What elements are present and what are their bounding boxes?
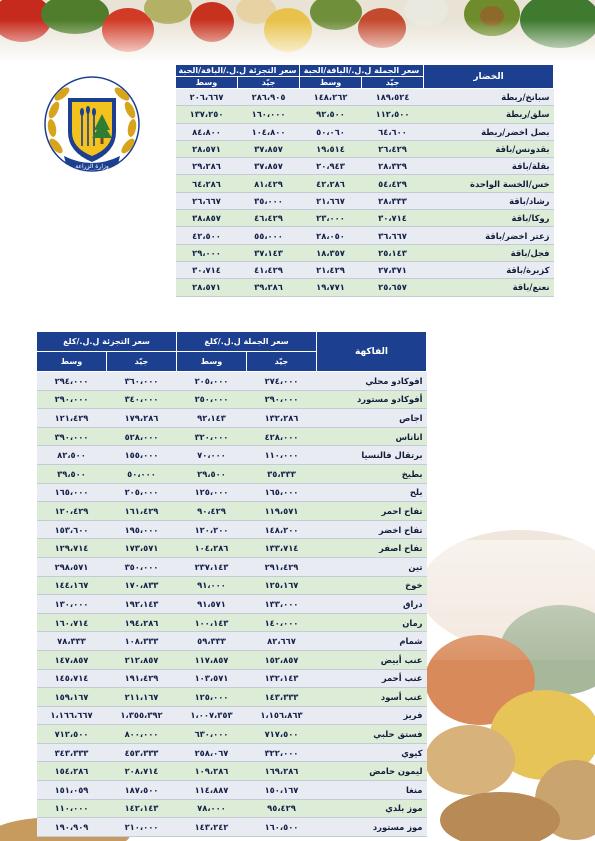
fruit-wholesale-medium-cell: ١١٤،٨٨٧: [177, 781, 247, 800]
fruit-item-name-cell: موز مستورد: [317, 818, 427, 837]
fruit-wholesale-medium-cell: ٥٩،٣٣٣: [177, 632, 247, 651]
veg-item-name-cell: زعتر اخضر/باقة: [424, 227, 554, 244]
fruit-wholesale-medium-cell: ٧٠،٠٠٠: [177, 446, 247, 465]
fruit-item-name-cell: عنب أحمر: [317, 669, 427, 688]
fruit-retail-good-cell: ٢١٢،٨٥٧: [107, 650, 177, 669]
fruit-retail-medium-cell: ١٤٧،٨٥٧: [37, 650, 107, 669]
fruit-table-row: [37, 372, 427, 391]
veg-retail-medium-cell: ٢٠٦،٦٦٧: [176, 89, 238, 106]
fruit-wholesale-good-cell: ١٣٣،٠٠٠: [247, 595, 317, 614]
fruit-wholesale-medium-cell: ١٤٣،٢٤٢: [177, 818, 247, 837]
fruit-retail-good-cell: ٢١٠،٠٠٠: [107, 818, 177, 837]
fruit-table-row: [37, 409, 427, 428]
veg-item-name-cell: نعنع/باقة: [424, 279, 554, 296]
fruit-table-row: [37, 483, 427, 502]
veg-table-row: [176, 261, 554, 278]
fruit-wholesale-medium-cell: ٩٢،١٤٣: [177, 409, 247, 428]
fruit-item-name-cell: تفاح احمر: [317, 502, 427, 521]
fruit-item-name-cell: فستق حلبي: [317, 725, 427, 744]
fruit-wholesale-good-cell: ١٤٠،٠٠٠: [247, 613, 317, 632]
fruit-wholesale-medium-cell: ٩١،٠٠٠: [177, 576, 247, 595]
fruit-table-row: [37, 427, 427, 446]
veg-retail-medium-cell: ٢٨،٥٧١: [176, 140, 238, 157]
fruit-retail-medium-header: وسط: [37, 352, 107, 372]
fruit-item-name-cell: شمام: [317, 632, 427, 651]
veg-wholesale-medium-cell: ١٨،٣٥٧: [300, 244, 362, 261]
fruit-wholesale-good-cell: ٧١٧،٥٠٠: [247, 725, 317, 744]
fruit-retail-good-cell: ٣٤٠،٠٠٠: [107, 390, 177, 409]
veg-table-row: [176, 227, 554, 244]
veg-retail-medium-cell: ٢٨،٥٧١: [176, 279, 238, 296]
fruit-wholesale-medium-cell: ١٠٤،٢٨٦: [177, 539, 247, 558]
fruit-table-row: [37, 743, 427, 762]
fruit-retail-good-cell: ١٩٢،١٤٣: [107, 595, 177, 614]
fruit-item-name-cell: عنب أبيض: [317, 650, 427, 669]
fruit-wholesale-good-cell: ١٤٣،٣٣٣: [247, 688, 317, 707]
fruit-item-name-cell: عنب أسود: [317, 688, 427, 707]
veg-item-name-cell: سبانخ/ربطة: [424, 89, 554, 106]
fruit-retail-medium-cell: ٧٨،٣٣٣: [37, 632, 107, 651]
fruit-wholesale-medium-cell: ١،٠٠٧،٣٥٣: [177, 706, 247, 725]
veg-item-name-cell: بصل اخضر/ربطة: [424, 123, 554, 140]
fruit-item-name-cell: دراق: [317, 595, 427, 614]
veg-table-row: [176, 123, 554, 140]
fruit-wholesale-medium-cell: ١٠٣،٥٧١: [177, 669, 247, 688]
fruit-wholesale-good-cell: ٢٩٠،٠٠٠: [247, 390, 317, 409]
veg-wholesale-good-cell: ١٨٩،٥٢٤: [362, 89, 424, 106]
fruit-retail-medium-cell: ١٤٥،٧١٤: [37, 669, 107, 688]
veg-wholesale-medium-cell: ٢٨،٠٥٠: [300, 227, 362, 244]
fruit-wholesale-good-cell: ١٦٥،٠٠٠: [247, 483, 317, 502]
fruit-wholesale-medium-cell: ٦٣٠،٠٠٠: [177, 725, 247, 744]
fruit-wholesale-medium-cell: ١٢٥،٠٠٠: [177, 483, 247, 502]
fruit-wholesale-medium-cell: ١٢٠،٢٠٠: [177, 520, 247, 539]
fruit-wholesale-medium-cell: ١٠٩،٢٨٦: [177, 762, 247, 781]
veg-item-name-cell: سلق/ربطة: [424, 106, 554, 123]
fruit-wholesale-good-cell: ١٤٨،٢٠٠: [247, 520, 317, 539]
fruit-item-name-cell: برتقال فالنسيا: [317, 446, 427, 465]
fruit-retail-medium-cell: ١٥٩،١٦٧: [37, 688, 107, 707]
fruit-item-name-cell: تفاح اخضر: [317, 520, 427, 539]
fruit-retail-good-cell: ٥٠،٠٠٠: [107, 464, 177, 483]
veg-retail-good-cell: ١٠٤،٨٠٠: [238, 123, 300, 140]
veg-retail-good-cell: ٣٧،٨٥٧: [238, 140, 300, 157]
fruit-wholesale-medium-cell: ١١٧،٨٥٧: [177, 650, 247, 669]
veg-retail-good-cell: ٢٨٦،٩٠٥: [238, 89, 300, 106]
veg-wholesale-good-cell: ٢٧،٣٧١: [362, 261, 424, 278]
fruit-retail-header: سعر التجزئة ل.ل./كلغ: [37, 332, 177, 352]
veg-wholesale-good-cell: ٢٨،٣٣٣: [362, 192, 424, 209]
veg-item-name-cell: رشاد/باقة: [424, 192, 554, 209]
fruit-retail-good-cell: ٢٠٨،٧١٤: [107, 762, 177, 781]
fruit-retail-medium-cell: ٣٤٣،٣٣٣: [37, 743, 107, 762]
fruits-price-table: [36, 331, 427, 837]
fruit-table-row: [37, 650, 427, 669]
veg-wholesale-good-cell: ٢٦،٤٢٩: [362, 140, 424, 157]
fruit-retail-medium-cell: ٣٩،٥٠٠: [37, 464, 107, 483]
veg-retail-medium-cell: ٣٨،٨٥٧: [176, 210, 238, 227]
fruit-retail-good-cell: ١٧٠،٨٣٣: [107, 576, 177, 595]
veg-wholesale-medium-cell: ٢٣،٠٠٠: [300, 210, 362, 227]
veg-table-row: [176, 175, 554, 192]
fruit-table-row: [37, 688, 427, 707]
fruit-retail-good-cell: ٣٥٠،٠٠٠: [107, 557, 177, 576]
fruit-retail-medium-cell: ١٢٠،٤٢٩: [37, 502, 107, 521]
fruit-item-name-cell: ليمون حامض: [317, 762, 427, 781]
fruit-retail-good-cell: ٣٦٠،٠٠٠: [107, 372, 177, 391]
veg-wholesale-medium-cell: ٢٠،٩٤٣: [300, 158, 362, 175]
veg-wholesale-good-cell: ٢٨،٣٢٩: [362, 158, 424, 175]
veg-item-name-cell: بقدونس/باقة: [424, 140, 554, 157]
fruit-table-row: [37, 632, 427, 651]
fruit-table-row: [37, 520, 427, 539]
fruit-wholesale-medium-cell: ٢٩،٥٠٠: [177, 464, 247, 483]
fruit-item-name-cell: فريز: [317, 706, 427, 725]
fruit-retail-medium-cell: ٨٢،٥٠٠: [37, 446, 107, 465]
veg-retail-medium-cell: ١٣٧،٢٥٠: [176, 106, 238, 123]
veg-wholesale-medium-cell: ٤٢،٢٨٦: [300, 175, 362, 192]
fruit-wholesale-medium-cell: ٣٢٠،٠٠٠: [177, 427, 247, 446]
veg-table-row: [176, 140, 554, 157]
fruit-wholesale-medium-header: وسط: [177, 352, 247, 372]
fruit-wholesale-good-cell: ١٥٢،٨٥٧: [247, 650, 317, 669]
fruit-table-row: [37, 799, 427, 818]
fruit-retail-medium-cell: ٣٩٠،٠٠٠: [37, 427, 107, 446]
fruit-table-row: [37, 557, 427, 576]
veg-wholesale-medium-cell: ١٩،٧٧١: [300, 279, 362, 296]
fruit-table-row: [37, 725, 427, 744]
fruit-item-header: الفاكهة: [317, 332, 427, 372]
fruit-item-name-cell: اجاص: [317, 409, 427, 428]
veg-table-row: [176, 279, 554, 296]
fruit-retail-good-cell: ١٥٥،٠٠٠: [107, 446, 177, 465]
veg-wholesale-medium-cell: ٩٢،٥٠٠: [300, 106, 362, 123]
fruit-table-row: [37, 576, 427, 595]
fruit-table-row: [37, 595, 427, 614]
fruit-wholesale-good-cell: ٨٢،٦٦٧: [247, 632, 317, 651]
fruit-retail-good-cell: ١٩٥،٠٠٠: [107, 520, 177, 539]
fruit-retail-medium-cell: ٧١٢،٥٠٠: [37, 725, 107, 744]
fruit-retail-good-cell: ١٩٤،٢٨٦: [107, 613, 177, 632]
veg-wholesale-good-cell: ١١٢،٥٠٠: [362, 106, 424, 123]
fruit-wholesale-good-cell: ١١٩،٥٧١: [247, 502, 317, 521]
fruit-retail-good-cell: ٢١١،١٦٧: [107, 688, 177, 707]
fruit-retail-medium-cell: ٢٩٠،٠٠٠: [37, 390, 107, 409]
veg-item-name-cell: فجل/باقة: [424, 244, 554, 261]
fruit-wholesale-good-cell: ٢٩١،٤٢٩: [247, 557, 317, 576]
fruit-retail-medium-cell: ١٦٠،٧١٤: [37, 613, 107, 632]
fruit-item-name-cell: كيوي: [317, 743, 427, 762]
veg-item-name-cell: بقلة/باقة: [424, 158, 554, 175]
fruit-wholesale-good-cell: ١١٠،٠٠٠: [247, 446, 317, 465]
fruit-wholesale-medium-cell: ٢٣٧،١٤٣: [177, 557, 247, 576]
fruit-wholesale-medium-cell: ٩٠،٤٢٩: [177, 502, 247, 521]
veg-retail-medium-cell: ٦٤،٢٨٦: [176, 175, 238, 192]
fruit-wholesale-good-cell: ٢٧٤،٠٠٠: [247, 372, 317, 391]
fruit-item-name-cell: أفوكادو مستورد: [317, 390, 427, 409]
fruit-retail-good-cell: ١٧٣،٥٧١: [107, 539, 177, 558]
veg-retail-medium-cell: ٨٤،٨٠٠: [176, 123, 238, 140]
veg-retail-medium-header: وسط: [176, 77, 238, 89]
fruit-table-row: [37, 502, 427, 521]
fruit-item-name-cell: موز بلدي: [317, 799, 427, 818]
veg-wholesale-good-cell: ٢٥،١٤٣: [362, 244, 424, 261]
fruit-wholesale-medium-cell: ٧٨،٠٠٠: [177, 799, 247, 818]
fruit-retail-medium-cell: ١٤٤،١٦٧: [37, 576, 107, 595]
fruit-table-row: [37, 762, 427, 781]
fruit-retail-good-cell: ١٤٢،١٤٣: [107, 799, 177, 818]
veg-wholesale-good-cell: ٥٤،٤٢٩: [362, 175, 424, 192]
veg-wholesale-good-cell: ٦٤،٦٠٠: [362, 123, 424, 140]
veg-retail-good-cell: ٥٥،٠٠٠: [238, 227, 300, 244]
veg-retail-good-cell: ٤١،٤٢٩: [238, 261, 300, 278]
fruit-table-row: [37, 539, 427, 558]
fruit-retail-good-cell: ١٧٩،٢٨٦: [107, 409, 177, 428]
fruit-table-row: [37, 464, 427, 483]
fruit-wholesale-medium-cell: ٢٠٥،٠٠٠: [177, 372, 247, 391]
fruit-retail-medium-cell: ٢٩٨،٥٧١: [37, 557, 107, 576]
veg-item-header: الخضار: [424, 65, 554, 89]
fruit-wholesale-good-cell: ١٥٠،١٦٧: [247, 781, 317, 800]
veg-table-row: [176, 158, 554, 175]
fruit-wholesale-medium-cell: ٩١،٥٧١: [177, 595, 247, 614]
fruit-retail-medium-cell: ١٢٩،٧١٤: [37, 539, 107, 558]
fruit-wholesale-good-cell: ١٢٥،١٦٧: [247, 576, 317, 595]
fruit-wholesale-good-cell: ١٣٢،١٤٣: [247, 669, 317, 688]
fruit-retail-medium-cell: ١٥٣،٦٠٠: [37, 520, 107, 539]
fruit-item-name-cell: افوكادو محلي: [317, 372, 427, 391]
fruit-wholesale-medium-cell: ٢٥٨،٠٦٧: [177, 743, 247, 762]
veg-retail-medium-cell: ٢٩،٢٨٦: [176, 158, 238, 175]
fruit-retail-medium-cell: ١٣٠،٠٠٠: [37, 595, 107, 614]
fruit-item-name-cell: تين: [317, 557, 427, 576]
fruit-retail-good-cell: ٤٥٣،٣٣٣: [107, 743, 177, 762]
veg-table-row: [176, 89, 554, 106]
fruit-retail-good-cell: ٨٠٠،٠٠٠: [107, 725, 177, 744]
fruit-item-name-cell: اناناس: [317, 427, 427, 446]
fruit-retail-good-cell: ١٠٨،٣٣٣: [107, 632, 177, 651]
fruit-retail-good-cell: ١٨٧،٥٠٠: [107, 781, 177, 800]
logo-caption: وزارة الزراعة: [75, 163, 109, 170]
fruit-table-row: [37, 781, 427, 800]
veg-retail-good-cell: ٤٦،٤٢٩: [238, 210, 300, 227]
fruit-retail-good-header: جيّد: [107, 352, 177, 372]
fruit-retail-good-cell: ٢٠٥،٠٠٠: [107, 483, 177, 502]
ministry-emblem-icon: [38, 70, 146, 178]
veg-retail-good-cell: ٣٩،٢٨٦: [238, 279, 300, 296]
fruit-wholesale-medium-cell: ٢٥٠،٠٠٠: [177, 390, 247, 409]
fruit-retail-good-cell: ١٦١،٤٢٩: [107, 502, 177, 521]
veg-retail-good-cell: ٣٧،١٤٣: [238, 244, 300, 261]
fruit-retail-good-cell: ١،٣٥٥،٣٩٢: [107, 706, 177, 725]
veg-item-name-cell: روكا/باقة: [424, 210, 554, 227]
veg-wholesale-good-cell: ٣٦،٦٦٧: [362, 227, 424, 244]
fruit-table-row: [37, 706, 427, 725]
fruit-wholesale-good-cell: ٣٢٢،٠٠٠: [247, 743, 317, 762]
veg-table-row: [176, 192, 554, 209]
fruit-wholesale-good-cell: ١٣٢،٢٨٦: [247, 409, 317, 428]
veg-retail-good-cell: ٨١،٤٢٩: [238, 175, 300, 192]
veg-retail-medium-cell: ٢٦،٦٦٧: [176, 192, 238, 209]
veg-retail-good-header: جيّد: [238, 77, 300, 89]
fruit-wholesale-good-cell: ١٦٩،٢٨٦: [247, 762, 317, 781]
veg-wholesale-header: سعر الجملة ل.ل./الباقة/الحبة: [300, 65, 424, 77]
fruit-wholesale-good-cell: ١٦٠،٥٠٠: [247, 818, 317, 837]
fruit-retail-medium-cell: ١٥٤،٢٨٦: [37, 762, 107, 781]
veg-item-name-cell: كزبرة/باقة: [424, 261, 554, 278]
veg-table-row: [176, 210, 554, 227]
veg-table-row: [176, 244, 554, 261]
fruit-retail-medium-cell: ١٩٠،٩٠٩: [37, 818, 107, 837]
veg-wholesale-medium-cell: ١٩،٥١٤: [300, 140, 362, 157]
veg-retail-medium-cell: ٢٩،٠٠٠: [176, 244, 238, 261]
veg-item-name-cell: خس/الخسة الواحدة: [424, 175, 554, 192]
veg-retail-medium-cell: ٣٠،٧١٤: [176, 261, 238, 278]
veg-wholesale-good-cell: ٣٠،٧١٤: [362, 210, 424, 227]
veg-retail-good-cell: ٣٥،٠٠٠: [238, 192, 300, 209]
fruit-wholesale-medium-cell: ١٠٠،١٤٣: [177, 613, 247, 632]
fruit-wholesale-good-cell: ٩٥،٤٢٩: [247, 799, 317, 818]
fruit-wholesale-good-cell: ٤٢٨،٠٠٠: [247, 427, 317, 446]
fruit-wholesale-header: سعر الجملة ل.ل./كلغ: [177, 332, 317, 352]
veg-table-row: [176, 106, 554, 123]
fruit-item-name-cell: بلح: [317, 483, 427, 502]
ministry-logo: [38, 70, 146, 178]
fruit-table-row: [37, 446, 427, 465]
fruit-retail-medium-cell: ١٢١،٤٢٩: [37, 409, 107, 428]
veg-wholesale-medium-header: وسط: [300, 77, 362, 89]
fruit-retail-medium-cell: ١،١٦٦،٦٦٧: [37, 706, 107, 725]
fruit-wholesale-good-cell: ٣٥،٣٣٣: [247, 464, 317, 483]
veg-retail-good-cell: ٣٧،٨٥٧: [238, 158, 300, 175]
veg-retail-header: سعر التجزئة ل.ل./الباقة/الحبة: [176, 65, 300, 77]
vegetables-price-table: [175, 64, 554, 297]
veg-wholesale-medium-cell: ٢١،٤٢٩: [300, 261, 362, 278]
fruit-item-name-cell: رمان: [317, 613, 427, 632]
veg-wholesale-medium-cell: ١٤٨،٢٦٢: [300, 89, 362, 106]
veg-retail-good-cell: ١٦٠،٠٠٠: [238, 106, 300, 123]
veg-wholesale-good-header: جيّد: [362, 77, 424, 89]
veg-wholesale-good-cell: ٢٥،٦٥٧: [362, 279, 424, 296]
fruit-retail-medium-cell: ١١٠،٠٠٠: [37, 799, 107, 818]
fruit-item-name-cell: منغا: [317, 781, 427, 800]
fruit-item-name-cell: خوخ: [317, 576, 427, 595]
fruit-wholesale-good-header: جيّد: [247, 352, 317, 372]
fruit-retail-good-cell: ٥٢٨،٠٠٠: [107, 427, 177, 446]
fruit-item-name-cell: بطيخ: [317, 464, 427, 483]
fruit-wholesale-medium-cell: ١٢٥،٠٠٠: [177, 688, 247, 707]
fruit-retail-medium-cell: ١٦٥،٠٠٠: [37, 483, 107, 502]
veg-wholesale-medium-cell: ٥٠،٠٦٠: [300, 123, 362, 140]
fruit-retail-medium-cell: ١٥١،٠٥٩: [37, 781, 107, 800]
fruit-table-row: [37, 613, 427, 632]
fruit-table-row: [37, 390, 427, 409]
fruit-table-row: [37, 669, 427, 688]
fruit-item-name-cell: تفاح اصفر: [317, 539, 427, 558]
veg-wholesale-medium-cell: ٢١،٦٦٧: [300, 192, 362, 209]
fruit-retail-good-cell: ١٩١،٤٢٩: [107, 669, 177, 688]
fruit-table-row: [37, 818, 427, 837]
fruit-retail-medium-cell: ٢٩٤،٠٠٠: [37, 372, 107, 391]
fruit-wholesale-good-cell: ١٣٣،٧١٤: [247, 539, 317, 558]
veg-retail-medium-cell: ٤٢،٥٠٠: [176, 227, 238, 244]
fruit-wholesale-good-cell: ١،١٥٦،٨٦٣: [247, 706, 317, 725]
